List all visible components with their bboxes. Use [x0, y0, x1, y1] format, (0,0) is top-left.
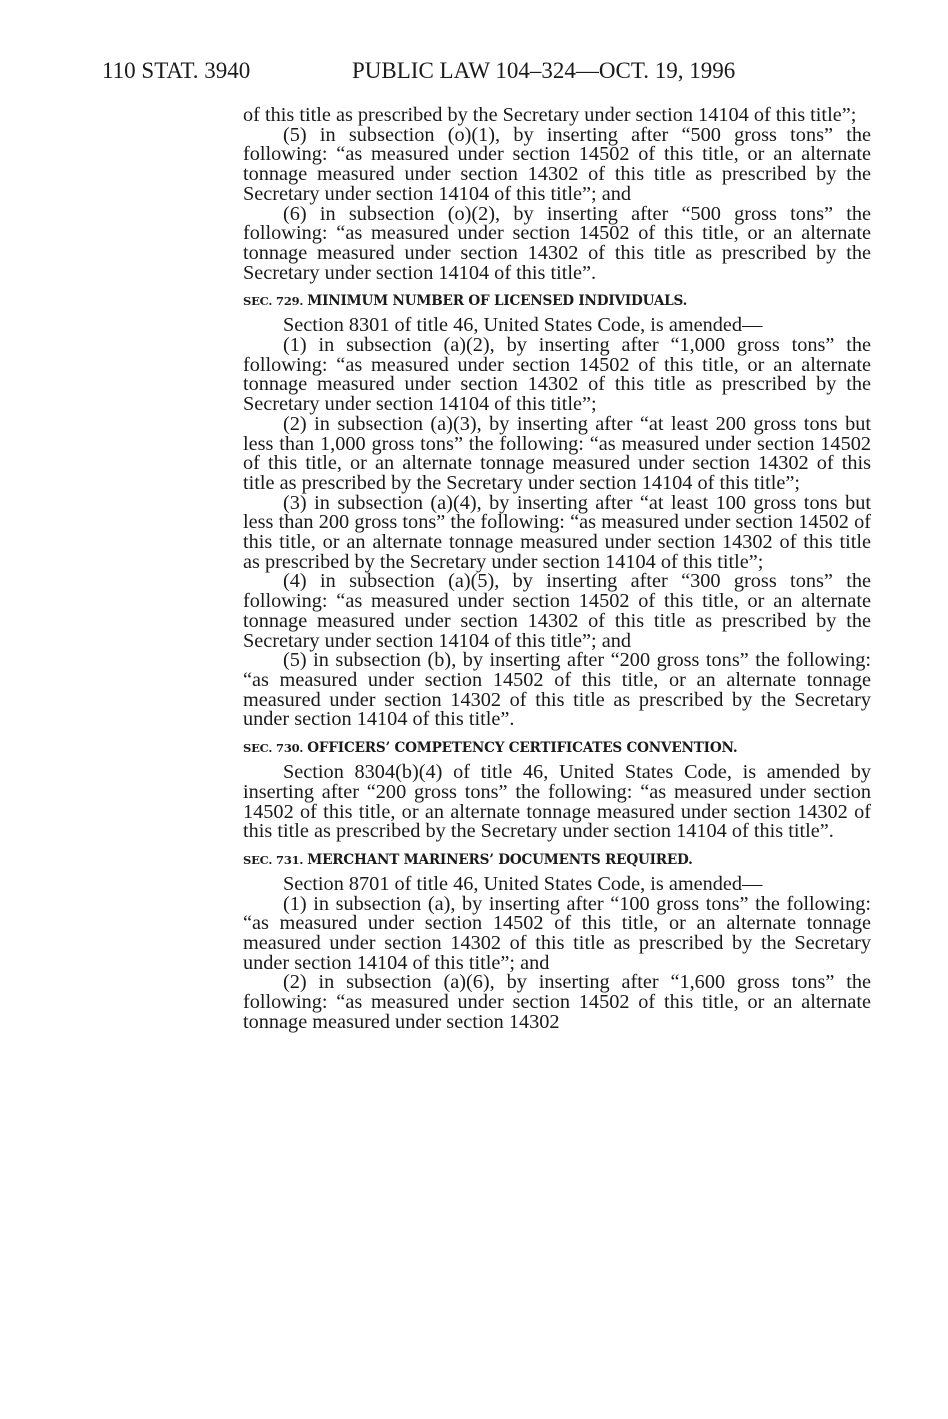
- section-title: MERCHANT MARINERS’ DOCUMENTS REQUIRED.: [307, 851, 693, 868]
- paragraph-item-4: (4) in subsection (a)(5), by inserting after “300 gross tons” the following: “as measured under section 14502 of this title, or an alternate tonnage measured under section 14302 of this title as prescribed by the Secretary under section 14104 of this title”; and: [243, 570, 871, 652]
- paragraph-item-5: (5) in subsection (o)(1), by inserting after “500 gross tons” the following: “as measured under section 14502 of this title, or an alternate tonnage measured under section 14302 of this title as prescribed by the Secretary under section 14104 of this title”; and: [243, 123, 871, 205]
- section-number: SEC. 729.: [243, 294, 304, 309]
- paragraph-item-2: (2) in subsection (a)(3), by inserting after “at least 200 gross tons but less than 1,000 gross tons” the following: “as measured under section 14502 of this title, or an alternate tonnage measured under section 14302 of this title as prescribed by the Secretary under section 14104 of this title”;: [243, 412, 871, 494]
- section-intro: Section 8301 of title 46, United States Code, is amended—: [283, 314, 763, 337]
- paragraph-item-1: (1) in subsection (a)(2), by inserting after “1,000 gross tons” the following: “as measured under section 14502 of this title, or an alternate tonnage measured under section 14302 of this title as prescribed by the Secretary under section 14104 of this title”;: [243, 334, 871, 416]
- public-law-citation: PUBLIC LAW 104–324—OCT. 19, 1996: [352, 58, 736, 83]
- paragraph-item-3: (3) in subsection (a)(4), by inserting after “at least 100 gross tons but less than 200 gross tons” the following: “as measured under section 14502 of this title, or an alternate tonnage measured under section 14302 of this title as prescribed by the Secretary under section 14104 of this title”;: [243, 491, 871, 573]
- section-body: Section 8304(b)(4) of title 46, United States Code, is amended by inserting after “200 gross tons” the following: “as measured under section 14502 of this title, or an alternate tonnage measured under section 14302 of this title as prescribed by the Secretary under section 14104 of this title”.: [243, 761, 871, 843]
- section-number: SEC. 730.: [243, 741, 304, 756]
- paragraph-item-5: (5) in subsection (b), by inserting after “200 gross tons” the following: “as measured under section 14502 of this title, or an alternate tonnage measured under section 14302 of this title as prescribed by the Secretary under section 14104 of this title”.: [243, 649, 871, 731]
- section-title: MINIMUM NUMBER OF LICENSED INDIVIDUALS.: [307, 293, 688, 310]
- section-heading-729: [243, 293, 871, 310]
- page-header: [0, 58, 948, 88]
- document-body: [243, 106, 871, 1033]
- section-heading-730: [243, 740, 871, 757]
- paragraph-continuation: of this title as prescribed by the Secretary under section 14104 of this title”;: [243, 104, 857, 126]
- section-intro: Section 8701 of title 46, United States Code, is amended—: [283, 872, 763, 895]
- paragraph-item-1: (1) in subsection (a), by inserting after “100 gross tons” the following: “as measured under section 14502 of this title, or an alternate tonnage measured under section 14302 of this title as prescribed by the Secretary under section 14104 of this title”; and: [243, 892, 871, 974]
- section-title: OFFICERS’ COMPETENCY CERTIFICATES CONVENTION.: [307, 740, 738, 757]
- statute-page-number: 110 STAT. 3940: [102, 58, 251, 83]
- section-heading-731: [243, 852, 871, 869]
- paragraph-item-2: (2) in subsection (a)(6), by inserting after “1,600 gross tons” the following: “as measured under section 14502 of this title, or an alternate tonnage measured under section 14302: [243, 971, 871, 1033]
- paragraph-item-6: (6) in subsection (o)(2), by inserting after “500 gross tons” the following: “as measured under section 14502 of this title, or an alternate tonnage measured under section 14302 of this title as prescribed by the Secretary under section 14104 of this title”.: [243, 202, 871, 284]
- section-number: SEC. 731.: [243, 852, 304, 867]
